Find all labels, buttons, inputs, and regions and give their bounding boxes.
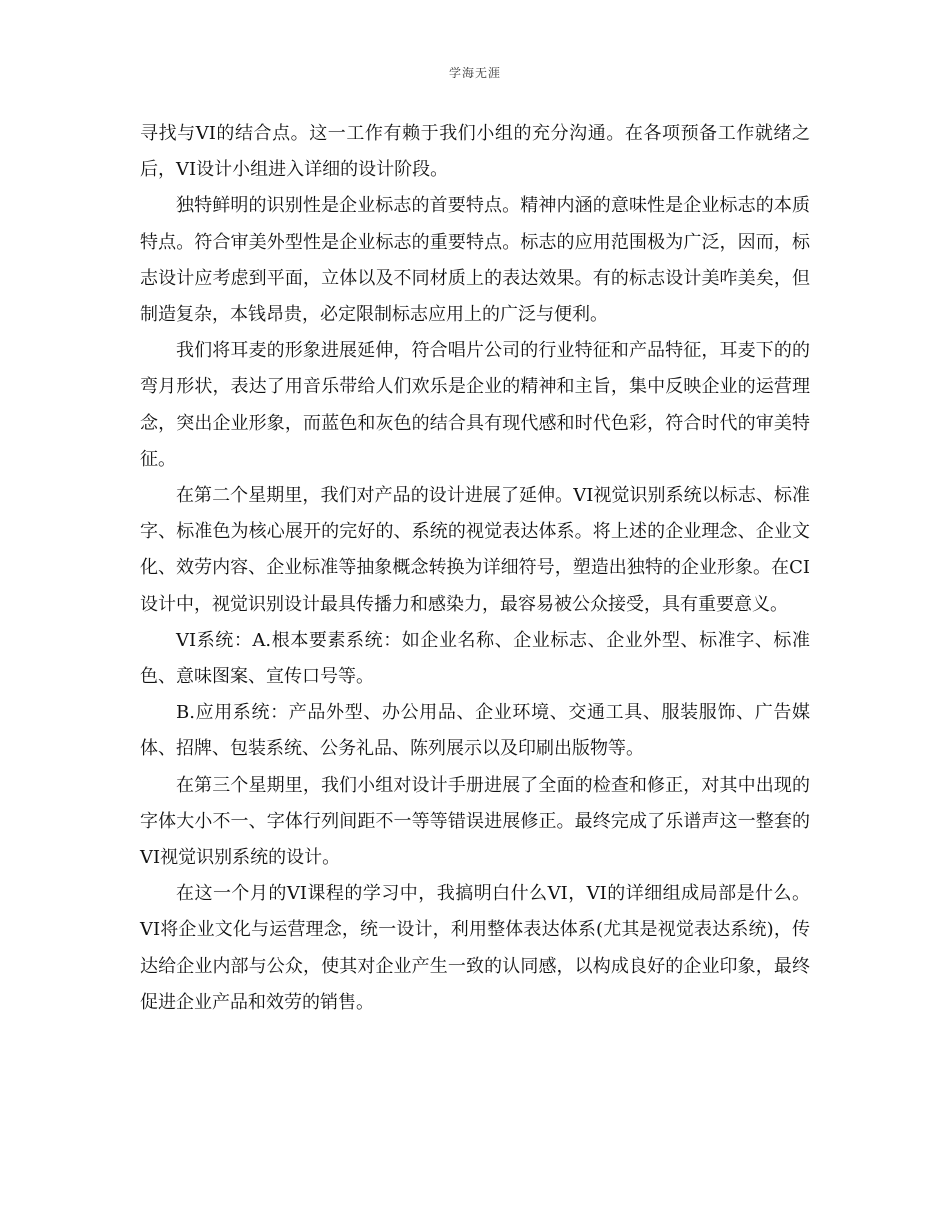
paragraph-5: VI系统：A.根本要素系统：如企业名称、企业标志、企业外型、标准字、标准色、意味图案、宣传口号等。 — [140, 629, 810, 688]
paragraph-4: 在第二个星期里，我们对产品的设计进展了延伸。VI视觉识别系统以标志、标准字、标准色为核心展开的完好的、系统的视觉表达体系。将上述的企业理念、企业文化、效劳内容、企业标准等抽象概念转换为详细符号，塑造出独特的企业形象。在CI设计中，视觉识别设计最具传播力和感染力，最容易被公众接受，具有重要意义。 — [140, 485, 810, 615]
body-text — [140, 116, 810, 1021]
paragraph-3: 我们将耳麦的形象进展延伸，符合唱片公司的行业特征和产品特征，耳麦下的的弯月形状，表达了用音乐带给人们欢乐是企业的精神和主旨，集中反映企业的运营理念，突出企业形象，而蓝色和灰色的结合具有现代感和时代色彩，符合时代的审美特征。 — [140, 340, 810, 470]
paragraph-2: 独特鲜明的识别性是企业标志的首要特点。精神内涵的意味性是企业标志的本质特点。符合审美外型性是企业标志的重要特点。标志的应用范围极为广泛，因而，标志设计应考虑到平面，立体以及不同材质上的表达效果。有的标志设计美咋美矣，但制造复杂，本钱昂贵，必定限制标志应用上的广泛与便利。 — [140, 195, 810, 326]
page-header: 学海无涯 — [448, 66, 501, 80]
paragraph-1: 寻找与VI的结合点。这一工作有赖于我们小组的充分沟通。在各项预备工作就绪之后，VI设计小组进入详细的设计阶段。 — [140, 123, 810, 181]
paragraph-8: 在这一个月的VI课程的学习中，我搞明白什么VI，VI的详细组成局部是什么。VI将企业文化与运营理念，统一设计，利用整体表达体系(尤其是视觉表达系统)，传达给企业内部与公众，使其对企业产生一致的认同感，以构成良好的企业印象，最终促进企业产品和效劳的销售。 — [140, 883, 810, 1013]
paragraph-7: 在第三个星期里，我们小组对设计手册进展了全面的检查和修正，对其中出现的字体大小不一、字体行列间距不一等等错误进展修正。最终完成了乐谱声这一整套的VI视觉识别系统的设计。 — [140, 774, 810, 869]
paragraph-6: B.应用系统：产品外型、办公用品、企业环境、交通工具、服装服饰、广告媒体、招牌、包装系统、公务礼品、陈列展示以及印刷出版物等。 — [140, 702, 810, 760]
